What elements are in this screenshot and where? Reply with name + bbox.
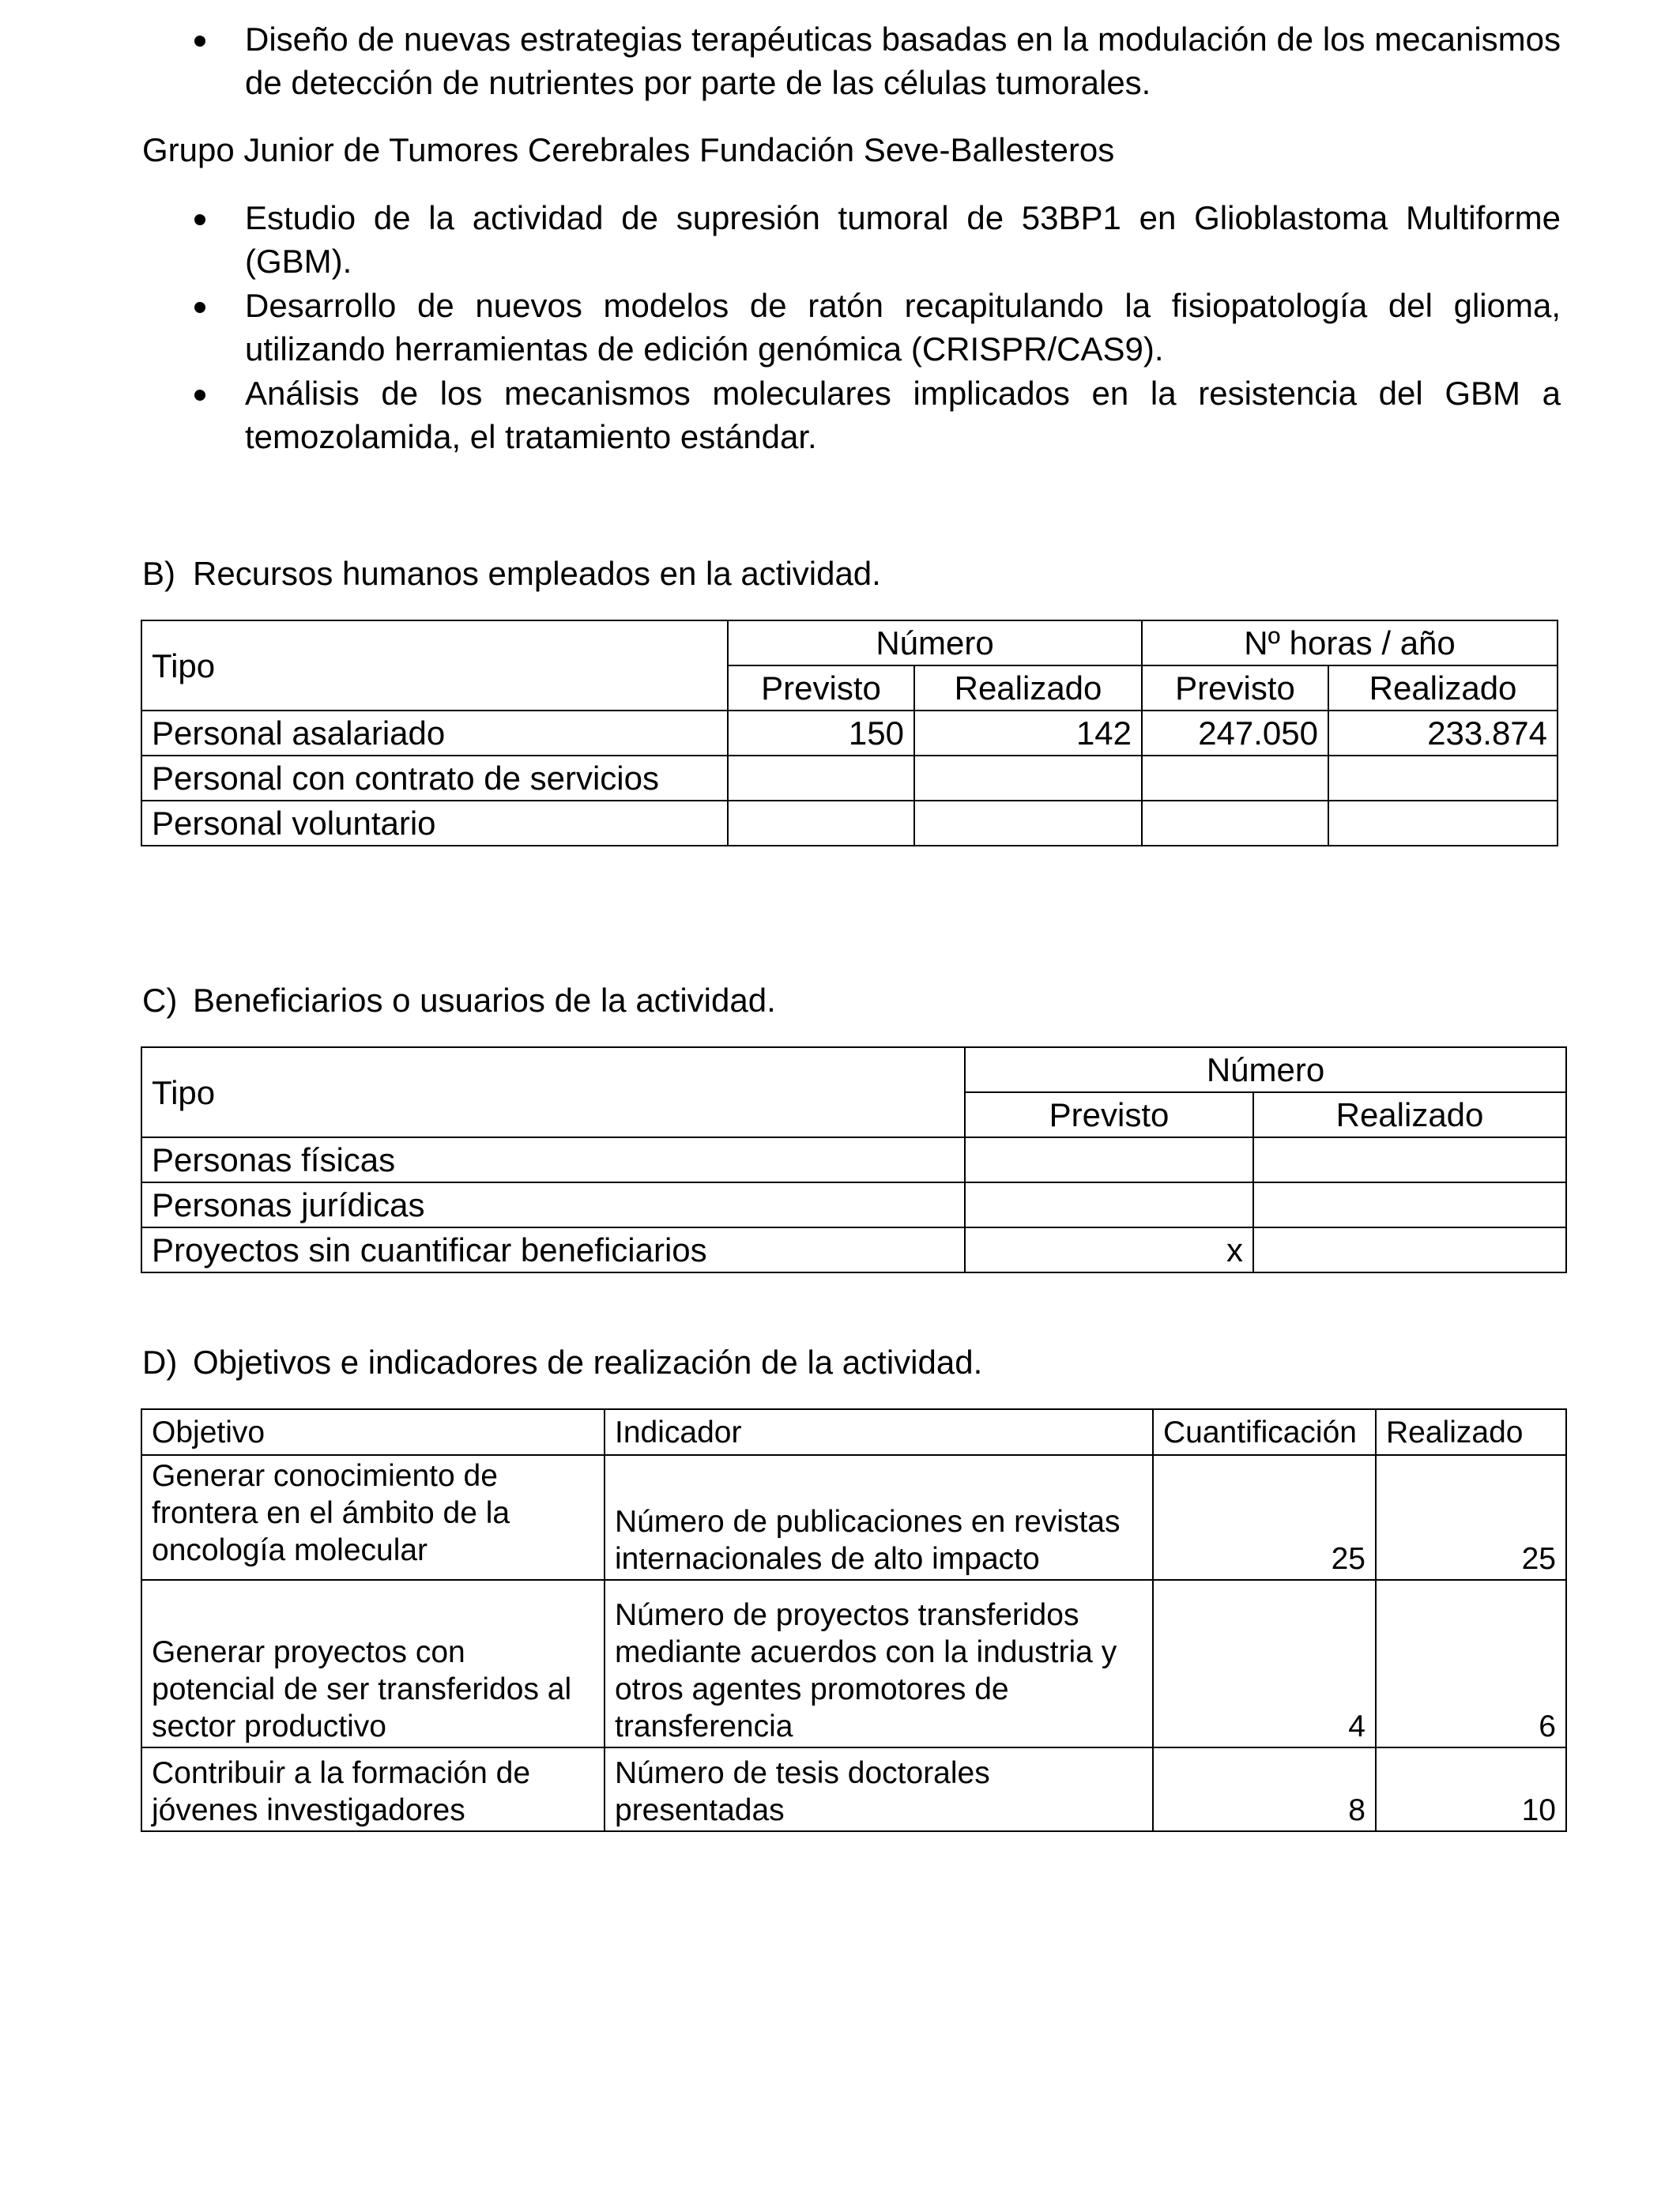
- cell-tipo: Personal con contrato de servicios: [141, 756, 728, 801]
- table-row: [141, 1455, 1566, 1580]
- section-c-heading: [142, 978, 776, 1022]
- header-numero: Número: [728, 620, 1142, 665]
- human-resources-table: [141, 620, 1558, 846]
- cell-horas-realizado: [1328, 801, 1558, 846]
- header-horas-previsto: Previsto: [1142, 665, 1328, 711]
- table-row: [141, 711, 1558, 756]
- section-letter: D): [142, 1344, 178, 1381]
- header-indicador: Indicador: [605, 1409, 1153, 1455]
- list-item: [142, 284, 1561, 371]
- cell-horas-previsto: [1142, 756, 1328, 801]
- cell-num-realizado: 142: [914, 711, 1142, 756]
- bullet-icon: [194, 390, 205, 401]
- bullet-icon: [194, 302, 205, 313]
- table-row: [141, 1227, 1566, 1272]
- section-title: Beneficiarios o usuarios de la actividad.: [193, 982, 776, 1019]
- cell-previsto: x: [965, 1227, 1253, 1272]
- cell-num-previsto: [728, 801, 914, 846]
- list-item: [142, 17, 1561, 105]
- section-d-heading: [142, 1340, 982, 1384]
- header-horas: Nº horas / año: [1142, 620, 1558, 665]
- header-numero: Número: [965, 1047, 1566, 1092]
- cell-indicador: Número de proyectos transferidos mediante acuerdos con la industria y otros agentes promotores de transferencia: [605, 1580, 1153, 1747]
- cell-indicador: Número de publicaciones en revistas internacionales de alto impacto: [605, 1455, 1153, 1580]
- cell-horas-previsto: [1142, 801, 1328, 846]
- cell-tipo: Personas físicas: [141, 1137, 965, 1182]
- header-cuantificacion: Cuantificación: [1153, 1409, 1376, 1455]
- header-numero-previsto: Previsto: [728, 665, 914, 711]
- cell-realizado: [1253, 1182, 1566, 1227]
- cell-realizado: 6: [1376, 1580, 1566, 1747]
- section-letter: C): [142, 982, 178, 1019]
- cell-previsto: [965, 1182, 1253, 1227]
- cell-cuantificacion: 4: [1153, 1580, 1376, 1747]
- intro-bullet-list: [142, 17, 1561, 105]
- bullet-icon: [194, 36, 205, 47]
- table-row: [141, 756, 1558, 801]
- beneficiaries-table: [141, 1046, 1567, 1273]
- bullet-text: Desarrollo de nuevos modelos de ratón recapitulando la fisiopatología del glioma, utilizando herramientas de edición genómica (CRISPR/CAS9).: [245, 286, 1561, 368]
- group-title: Grupo Junior de Tumores Cerebrales Fundación Seve-Ballesteros: [142, 131, 1115, 168]
- bullet-text: Diseño de nuevas estrategias terapéuticas basadas en la modulación de los mecanismos de detección de nutrientes por parte de las células tumorales.: [245, 21, 1561, 102]
- header-numero-realizado: Realizado: [914, 665, 1142, 711]
- header-previsto: Previsto: [965, 1092, 1253, 1137]
- section-title: Objetivos e indicadores de realización de la actividad.: [193, 1344, 983, 1381]
- group-bullet-list: [142, 196, 1561, 459]
- header-tipo: Tipo: [141, 620, 728, 711]
- table-row: [141, 1580, 1566, 1747]
- table-row: [141, 1137, 1566, 1182]
- cell-cuantificacion: 25: [1153, 1455, 1376, 1580]
- table-row: [141, 801, 1558, 846]
- cell-tipo: Personal asalariado: [141, 711, 728, 756]
- header-tipo: Tipo: [141, 1047, 965, 1137]
- bullet-icon: [194, 214, 205, 225]
- objectives-table: [141, 1408, 1567, 1832]
- table-row: [141, 1747, 1566, 1831]
- bullet-text: Estudio de la actividad de supresión tumoral de 53BP1 en Glioblastoma Multiforme (GBM).: [245, 199, 1561, 281]
- cell-horas-previsto: 247.050: [1142, 711, 1328, 756]
- cell-num-realizado: [914, 756, 1142, 801]
- cell-indicador: Número de tesis doctorales presentadas: [605, 1747, 1153, 1831]
- cell-previsto: [965, 1137, 1253, 1182]
- cell-realizado: 10: [1376, 1747, 1566, 1831]
- cell-horas-realizado: 233.874: [1328, 711, 1558, 756]
- cell-num-previsto: 150: [728, 711, 914, 756]
- section-title: Recursos humanos empleados en la actividad.: [193, 555, 881, 592]
- cell-tipo: Proyectos sin cuantificar beneficiarios: [141, 1227, 965, 1272]
- cell-cuantificacion: 8: [1153, 1747, 1376, 1831]
- cell-realizado: 25: [1376, 1455, 1566, 1580]
- cell-realizado: [1253, 1137, 1566, 1182]
- section-b-heading: [142, 552, 881, 595]
- cell-objetivo: Generar proyectos con potencial de ser transferidos al sector productivo: [141, 1580, 605, 1747]
- bullet-text: Análisis de los mecanismos moleculares implicados en la resistencia del GBM a temozolamida, el tratamiento estándar.: [245, 374, 1561, 456]
- cell-objetivo: Contribuir a la formación de jóvenes investigadores: [141, 1747, 605, 1831]
- header-objetivo: Objetivo: [141, 1409, 605, 1455]
- cell-num-previsto: [728, 756, 914, 801]
- header-realizado: Realizado: [1253, 1092, 1566, 1137]
- cell-realizado: [1253, 1227, 1566, 1272]
- cell-num-realizado: [914, 801, 1142, 846]
- cell-objetivo: Generar conocimiento de frontera en el ámbito de la oncología molecular: [141, 1455, 605, 1580]
- section-letter: B): [142, 555, 175, 592]
- cell-tipo: Personal voluntario: [141, 801, 728, 846]
- cell-horas-realizado: [1328, 756, 1558, 801]
- header-realizado: Realizado: [1376, 1409, 1566, 1455]
- list-item: [142, 371, 1561, 459]
- header-horas-realizado: Realizado: [1328, 665, 1558, 711]
- cell-tipo: Personas jurídicas: [141, 1182, 965, 1227]
- list-item: [142, 196, 1561, 284]
- table-row: [141, 1182, 1566, 1227]
